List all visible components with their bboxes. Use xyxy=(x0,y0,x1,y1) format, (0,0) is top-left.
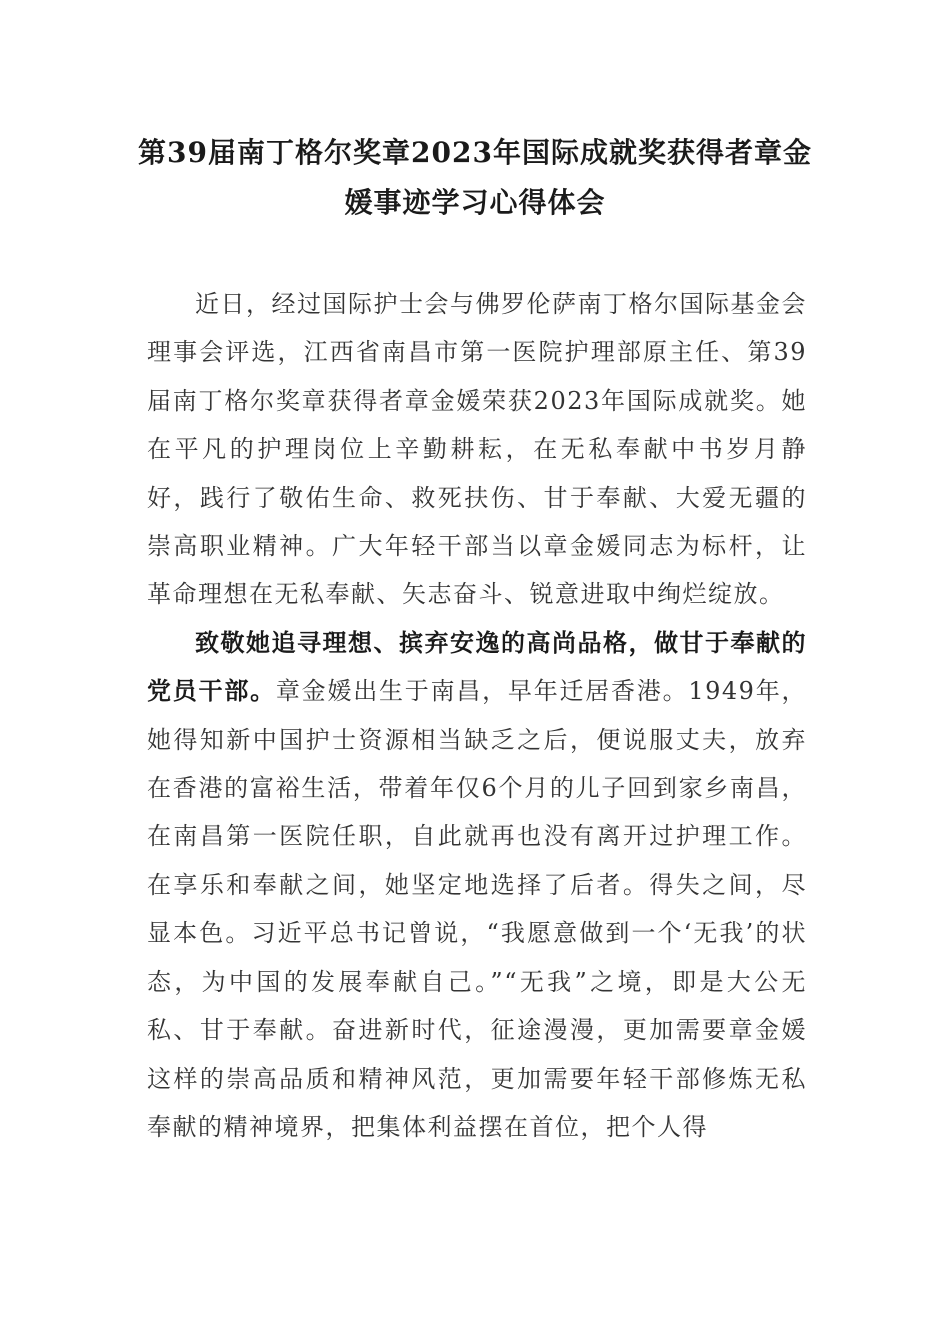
paragraph-text: 章金媛出生于南昌，早年迁居香港。1949年，她得知新中国护士资源相当缺乏之后，便说服丈夫，放弃在香港的富裕生活，带着年仅6个月的儿子回到家乡南昌，在南昌第一医院任职，自此就再也没有离开过护理工作。在享乐和奉献之间，她坚定地选择了后者。得失之间，尽显本色。习近平总书记曾说，“我愿意做到一个‘无我’的状态，为中国的发展奉献自己。”“无我”之境，即是大公无私、甘于奉献。奋进新时代，征途漫漫，更加需要章金媛这样的崇高品质和精神风范，更加需要年轻干部修炼无私奉献的精神境界，把集体利益摆在首位，把个人得 xyxy=(147,677,808,1141)
paragraph-text: 近日，经过国际护士会与佛罗伦萨南丁格尔国际基金会理事会评选，江西省南昌市第一医院护理部原主任、第39届南丁格尔奖章获得者章金媛荣获2023年国际成就奖。她在平凡的护理岗位上辛勤耕耘，在无私奉献中书岁月静好，践行了敬佑生命、救死扶伤、甘于奉献、大爱无疆的崇高职业精神。广大年轻干部当以章金媛同志为标杆，让革命理想在无私奉献、矢志奋斗、锐意进取中绚烂绽放。 xyxy=(147,290,807,609)
paragraph-lead: 致敬她追寻理想、摈弃安逸的高尚品格，做甘于奉献的党员干部。 xyxy=(147,627,807,706)
document-title xyxy=(130,128,820,228)
paragraph xyxy=(147,280,807,619)
title-line-1: 第39届南丁格尔奖章2023年国际成就奖获得者章金 xyxy=(138,136,812,169)
paragraph xyxy=(147,619,807,1151)
title-line-2: 媛事迹学习心得体会 xyxy=(344,186,606,219)
document-body xyxy=(147,280,807,1151)
